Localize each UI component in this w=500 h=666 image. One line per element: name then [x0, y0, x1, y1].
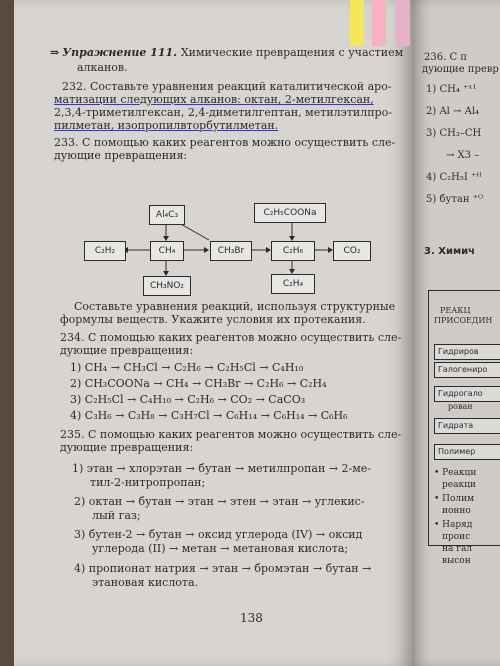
scheme-box: РЕАКЦ	[440, 306, 471, 315]
arrow-right-icon: ⇒	[50, 46, 60, 59]
task-235-line: 235. С помощью каких реагентов можно осуществить сле-	[60, 428, 402, 441]
task-235-item: лый газ;	[92, 509, 141, 522]
task-232-line: матизации следующих алканов: октан, 2-метилгексан,	[54, 93, 374, 106]
scheme-box: Галогениро	[434, 362, 500, 378]
sticky-tab-pink	[372, 0, 386, 46]
task-236-item: 2) Al → Al₄	[426, 106, 480, 117]
scheme-box: рован	[448, 402, 473, 411]
task-236-line: дующие превр	[422, 64, 499, 75]
node-ch3br: CH₃Br	[210, 241, 252, 261]
section-heading: 3. Химич	[424, 246, 476, 257]
node-c2h2: C₂H₂	[84, 241, 126, 261]
task-233-line: дующие превращения:	[54, 149, 188, 162]
task-236-item: 1) CH₄ ⁺ˣ¹	[426, 84, 477, 95]
task-235-item: 4) пропионат натрия → этан → бромэтан → бутан →	[74, 562, 372, 575]
node-c2h4: C₂H₄	[271, 274, 315, 294]
sticky-tab-pink	[396, 0, 410, 46]
exercise-heading: ⇒ Упражнение 111. Химические превращения с участием	[50, 46, 404, 59]
task-234-line: 234. С помощью каких реагентов можно осуществить сле-	[60, 331, 402, 344]
task-236-item: 5) бутан ⁺ᴼ	[426, 194, 484, 205]
task-233-note: формулы веществ. Укажите условия их протекания.	[60, 313, 366, 326]
task-233-note: Составьте уравнения реакций, используя структурные	[74, 300, 396, 313]
bullet-line: проис	[442, 532, 471, 542]
task-232-line: 232. Составьте уравнения реакций каталитической аро-	[62, 80, 392, 93]
node-ch3no2: CH₃NO₂	[143, 276, 191, 296]
task-234-item: 1) CH₄ → CH₃Cl → C₂H₆ → C₂H₅Cl → C₄H₁₀	[70, 361, 304, 374]
node-ch4: CH₄	[150, 241, 184, 261]
bullet-line: • Полим	[434, 494, 475, 504]
right-page	[412, 0, 500, 666]
scheme-box: Полимер	[434, 444, 500, 460]
task-234-item: 4) C₃H₆ → C₃H₈ → C₃H₇Cl → C₆H₁₄ → C₆H₁₄ → C₆H₆	[70, 409, 348, 422]
bullet-line: ионно	[442, 506, 471, 516]
node-al4c3: Al₄C₃	[149, 205, 185, 225]
task-236-line: 236. С п	[424, 52, 467, 63]
bullet-line: на гал	[442, 544, 473, 554]
page-number: 138	[240, 611, 263, 625]
bullet-line: высон	[442, 556, 471, 566]
scheme-box: Гидриров	[434, 344, 500, 360]
task-236-item: 4) C₂H₅I ⁺ᴴ	[426, 172, 482, 183]
node-c2h5coona: C₂H₅COONa	[254, 203, 326, 223]
exercise-heading-cont: алканов.	[77, 61, 128, 74]
bullet-line: реакци	[442, 480, 476, 490]
left-page	[14, 0, 412, 666]
bullet-line: • Реакци	[434, 468, 477, 478]
task-234-item: 3) C₂H₅Cl → C₄H₁₀ → C₂H₆ → CO₂ → CaCO₃	[70, 393, 306, 406]
task-235-item: 2) октан → бутан → этан → этен → этан → углекис-	[74, 495, 365, 508]
task-235-item: 1) этан → хлорэтан → бутан → метилпропан → 2-ме-	[72, 462, 372, 475]
task-236-item: → X3 –	[446, 150, 480, 161]
task-235-item: 3) бутен-2 → бутан → оксид углерода (IV) → оксид	[74, 528, 363, 541]
task-235-item: углерода (II) → метан → метановая кислота;	[92, 542, 349, 555]
node-c2h6: C₂H₆	[271, 241, 315, 261]
task-234-item: 2) CH₃COONa → CH₄ → CH₃Br → C₂H₆ → C₂H₄	[70, 377, 327, 390]
sticky-tab-yellow	[350, 0, 364, 46]
task-235-item: этановая кислота.	[92, 576, 199, 589]
task-232-line: пилметан, изопропилвторбутилметан.	[54, 119, 279, 132]
scheme-box: Гидрата	[434, 418, 500, 434]
task-236-item: 3) CH₃–CH	[426, 128, 482, 139]
task-235-item: тил-2-нитропропан;	[90, 476, 206, 489]
scheme-box: ПРИСОЕДИН	[434, 316, 493, 325]
task-233-line: 233. С помощью каких реагентов можно осуществить сле-	[54, 136, 396, 149]
bullet-line: • Наряд	[434, 520, 473, 530]
scheme-box: Гидрогало	[434, 386, 500, 402]
node-co2: CO₂	[333, 241, 371, 261]
task-235-line: дующие превращения:	[60, 441, 194, 454]
task-234-line: дующие превращения:	[60, 344, 194, 357]
task-232-line: 2,3,4-триметилгексан, 2,4-диметилгептан, метилэтилпро-	[54, 106, 392, 119]
